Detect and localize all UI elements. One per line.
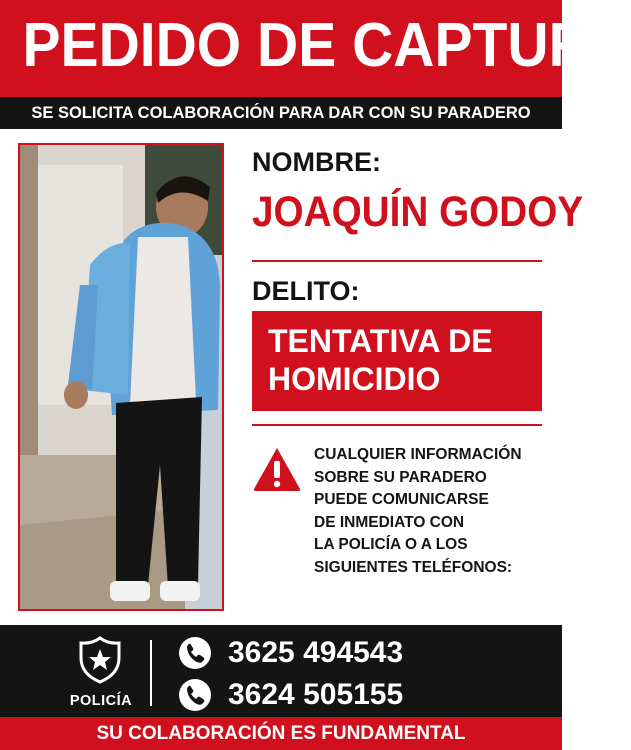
crime-line: HOMICIDIO	[268, 361, 441, 397]
suspect-name: JOAQUÍN GODOY	[252, 188, 584, 236]
vertical-divider	[150, 640, 152, 706]
warning-icon	[252, 446, 302, 492]
phone-number[interactable]: 3625 494543	[228, 636, 404, 669]
phone-number[interactable]: 3624 505155	[228, 678, 404, 711]
subtitle-bar: SE SOLICITA COLABORACIÓN PARA DAR CON SU PARADERO	[0, 97, 562, 129]
suspect-photo-illustration	[20, 145, 222, 609]
info-line: SOBRE SU PARADERO	[314, 468, 487, 486]
suspect-photo	[18, 143, 224, 611]
info-line: SIGUIENTES TELÉFONOS:	[314, 558, 513, 576]
page-title: PEDIDO DE CAPTURA	[22, 11, 631, 80]
info-line: LA POLICÍA O A LOS	[314, 536, 468, 553]
crime-box	[252, 311, 542, 411]
crime-line: TENTATIVA DE	[268, 323, 493, 359]
tagline-bar: SU COLABORACIÓN ES FUNDAMENTAL	[0, 717, 562, 750]
divider	[252, 424, 542, 426]
police-label: POLICÍA	[69, 693, 133, 709]
phone-icon	[178, 678, 212, 712]
police-badge-icon	[78, 636, 122, 684]
info-line: DE INMEDIATO CON	[314, 513, 465, 531]
header-banner	[0, 0, 631, 97]
phone-icon	[178, 636, 212, 670]
info-line: PUEDE COMUNICARSE	[314, 491, 489, 508]
divider	[252, 260, 542, 262]
name-label: NOMBRE:	[252, 147, 381, 177]
info-line: CUALQUIER INFORMACIÓN	[314, 446, 522, 463]
info-text	[314, 444, 546, 579]
crime-label: DELITO:	[252, 276, 360, 306]
